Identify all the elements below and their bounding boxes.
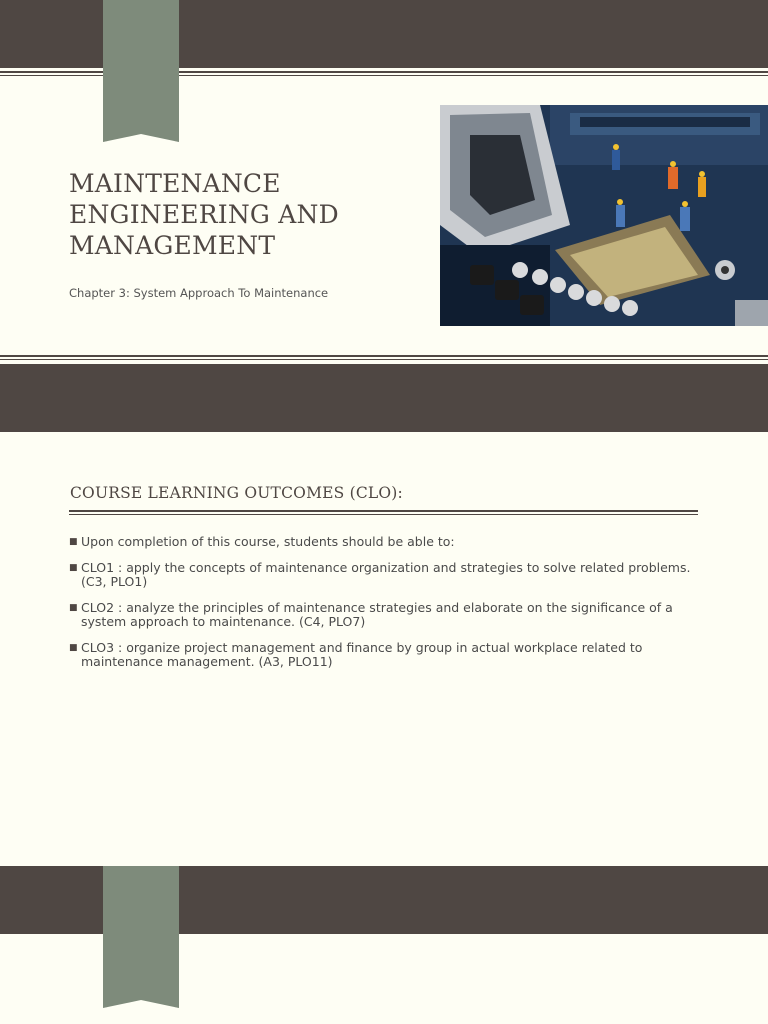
list-item: ■ CLO3 : organize project management and finance by group in actual workplace related to maintenance management. (A3, PLO11) [69,640,643,669]
title-line-1: MAINTENANCE [69,169,281,198]
list-item: ■ CLO2 : analyze the principles of maintenance strategies and elaborate on the significance of a system approach to maintenance. (C4, PLO7) [69,600,673,629]
heading-underline [69,510,698,512]
list-item: ■ Upon completion of this course, students should be able to: [69,534,455,549]
bottom-divider-line [0,355,768,357]
bookmark-ribbon-top [103,0,179,142]
title-line-3: MANAGEMENT [69,231,276,260]
title-line-2: ENGINEERING AND [69,200,339,229]
clo-heading: COURSE LEARNING OUTCOMES (CLO): [70,484,403,502]
heading-underline-2 [69,514,698,515]
square-bullet-icon: ■ [69,643,78,653]
bookmark-ribbon-bottom [103,866,179,1008]
slide1-footer-band [0,364,768,432]
chapter-subtitle: Chapter 3: System Approach To Maintenance [69,286,329,300]
presentation-title [69,168,339,261]
square-bullet-icon: ■ [69,537,78,547]
circuit-board-illustration [440,105,768,326]
circuit-board-workers-photo [440,105,768,326]
square-bullet-icon: ■ [69,603,78,613]
list-item: ■ CLO1 : apply the concepts of maintenance organization and strategies to solve related problems. (C3, PLO1) [69,560,691,589]
clo-list [69,535,699,681]
bottom-divider-line-2 [0,359,768,360]
square-bullet-icon: ■ [69,563,78,573]
